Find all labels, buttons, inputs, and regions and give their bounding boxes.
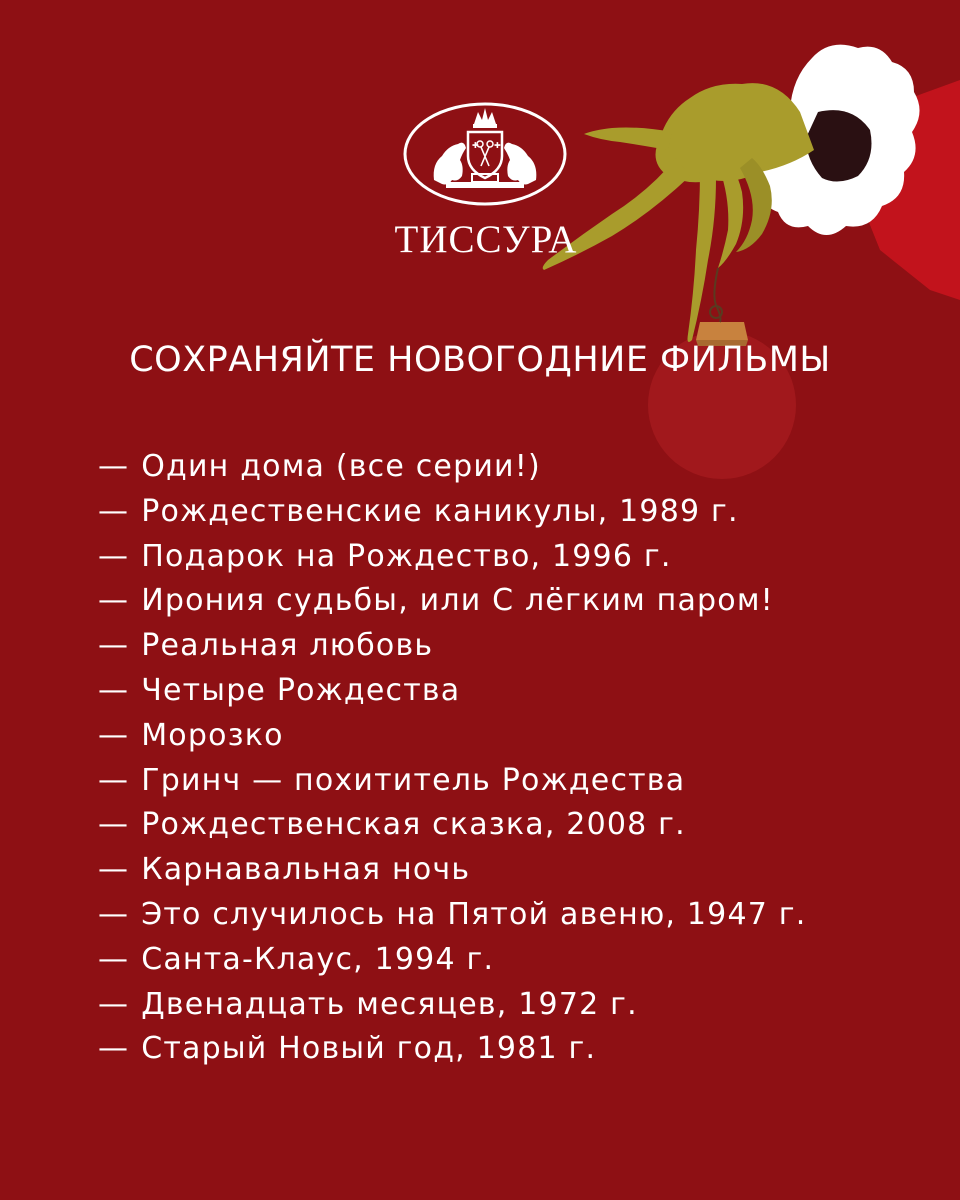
dash-mark: — xyxy=(98,583,130,619)
film-title: Старый Новый год, 1981 г. xyxy=(141,1031,597,1067)
list-item xyxy=(98,759,806,804)
film-title: Четыре Рождества xyxy=(141,672,461,708)
dash-mark: — xyxy=(98,493,130,529)
svg-text:✚: ✚ xyxy=(472,141,479,150)
film-title: Карнавальная ночь xyxy=(141,852,471,888)
dash-mark: — xyxy=(98,628,130,664)
film-title: Реальная любовь xyxy=(141,628,434,664)
dash-mark: — xyxy=(98,852,130,888)
list-item xyxy=(98,669,806,714)
film-title: Гринч — похититель Рождества xyxy=(141,762,686,798)
list-item xyxy=(98,535,806,580)
film-title: Это случилось на Пятой авеню, 1947 г. xyxy=(141,896,807,932)
film-title: Морозко xyxy=(141,717,284,753)
dash-mark: — xyxy=(98,986,130,1022)
dash-mark: — xyxy=(98,896,130,932)
dash-mark: — xyxy=(98,672,130,708)
list-item xyxy=(98,579,806,624)
film-title: Ирония судьбы, или С лёгким паром! xyxy=(141,583,774,619)
royal-crest-icon xyxy=(402,100,568,208)
list-item xyxy=(98,938,806,983)
film-title: Подарок на Рождество, 1996 г. xyxy=(141,538,672,574)
dash-mark: — xyxy=(98,538,130,574)
list-item xyxy=(98,1027,806,1072)
dash-mark: — xyxy=(98,1031,130,1067)
brand-logo[interactable] xyxy=(370,100,610,270)
list-item xyxy=(98,490,806,535)
dash-mark: — xyxy=(98,449,130,484)
list-item xyxy=(98,445,806,490)
list-item xyxy=(98,848,806,893)
film-title: Двенадцать месяцев, 1972 г. xyxy=(141,986,638,1022)
dash-mark: — xyxy=(98,941,130,977)
film-title: Один дома (все серии!) xyxy=(141,449,541,484)
film-title: Рождественские каникулы, 1989 г. xyxy=(141,493,739,529)
list-item xyxy=(98,714,806,759)
svg-text:✚: ✚ xyxy=(494,141,501,150)
grinch-finger-4-icon xyxy=(718,166,743,268)
film-title: Рождественская сказка, 2008 г. xyxy=(141,807,686,843)
dash-mark: — xyxy=(98,762,130,798)
list-item xyxy=(98,624,806,669)
dash-mark: — xyxy=(98,807,130,843)
list-item xyxy=(98,803,806,848)
page-title: СОХРАНЯЙТЕ НОВОГОДНИЕ ФИЛЬМЫ xyxy=(129,340,831,380)
dash-mark: — xyxy=(98,717,130,753)
film-title: Санта-Клаус, 1994 г. xyxy=(141,941,495,977)
list-item xyxy=(98,893,806,938)
brand-name: ТИССУРА xyxy=(394,218,578,261)
list-item xyxy=(98,983,806,1028)
film-list xyxy=(98,445,806,1072)
